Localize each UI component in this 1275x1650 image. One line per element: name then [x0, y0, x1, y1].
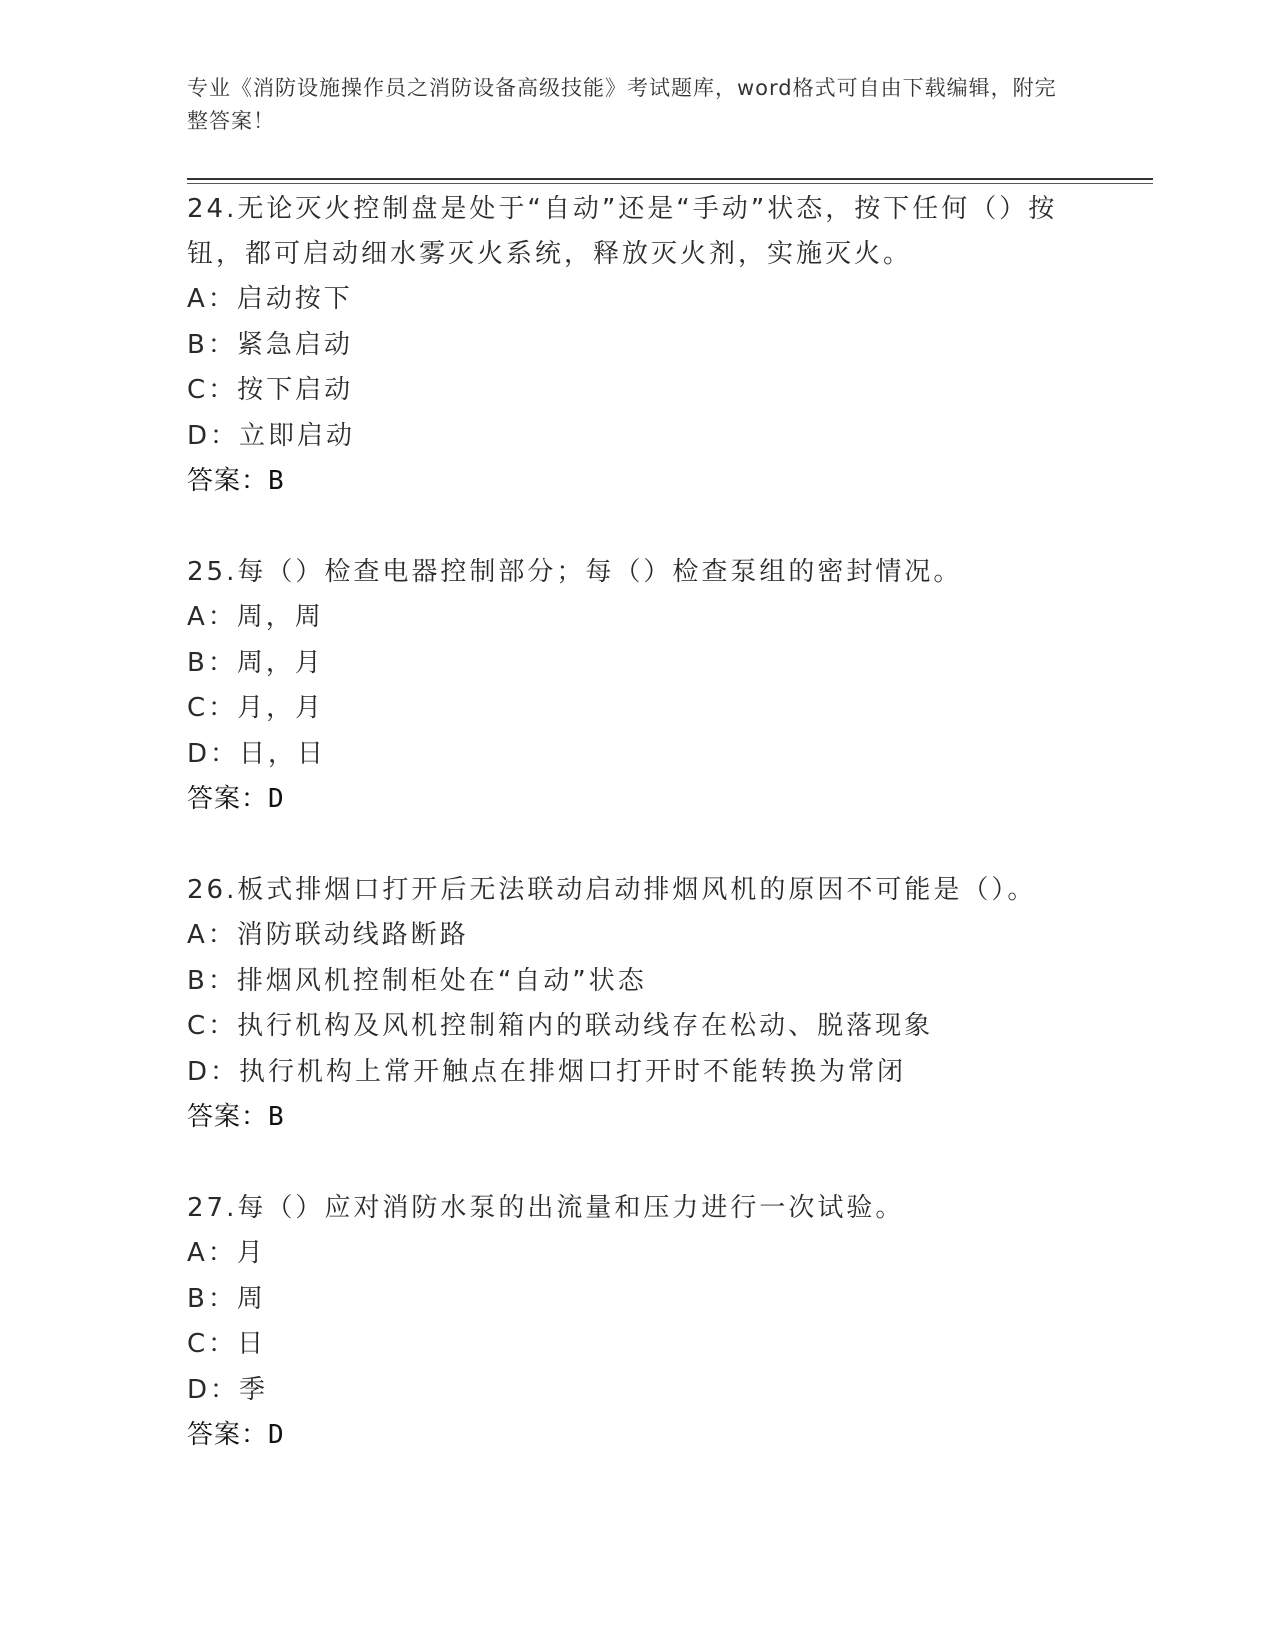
option-b: B：周，月	[187, 647, 324, 678]
option-a: A：启动按下	[187, 284, 353, 314]
document-header: 专业《消防设施操作员之消防设备高级技能》考试题库，word格式可自由下载编辑，附完整答案！	[187, 76, 1057, 133]
option-a: A：周，周	[187, 602, 324, 632]
option-c: C：月，月	[187, 693, 325, 723]
answer-value: D	[268, 784, 285, 814]
question-25	[187, 550, 1087, 822]
question-stem: 26.板式排烟口打开后无法联动启动排烟风机的原因不可能是（）。	[187, 875, 1037, 905]
answer-label: 答案：	[187, 1420, 269, 1450]
option-d: D：执行机构上常开触点在排烟口打开时不能转换为常闭	[187, 1056, 907, 1087]
answer-label: 答案：	[187, 1102, 269, 1132]
answer-value: B	[268, 1102, 285, 1132]
question-stem: 25.每（）检查电器控制部分；每（）检查泵组的密封情况。	[187, 557, 963, 587]
option-a: A：消防联动线路断路	[187, 920, 469, 950]
option-d: D：立即启动	[187, 420, 356, 451]
header-divider-thick	[187, 178, 1153, 180]
answer-label: 答案：	[187, 784, 269, 814]
question-list	[187, 187, 1087, 1504]
question-stem: 24.无论灭火控制盘是处于“自动”还是“手动”状态，按下任何（）按钮，都可启动细水雾灭火系统，释放灭火剂，实施灭火。	[187, 194, 1058, 269]
question-26	[187, 868, 1087, 1140]
answer-line	[187, 1413, 1087, 1458]
answer-value: D	[268, 1420, 285, 1450]
option-b: B：周	[187, 1283, 266, 1314]
answer-value: B	[268, 466, 285, 496]
answer-line	[187, 1095, 1087, 1140]
option-c: C：日	[187, 1329, 267, 1359]
answer-label: 答案：	[187, 466, 269, 496]
answer-line	[187, 777, 1087, 822]
option-c: C：执行机构及风机控制箱内的联动线存在松动、脱落现象	[187, 1011, 934, 1041]
option-c: C：按下启动	[187, 375, 354, 405]
question-stem: 27.每（）应对消防水泵的出流量和压力进行一次试验。	[187, 1193, 905, 1223]
question-27	[187, 1186, 1087, 1458]
option-b: B：排烟风机控制柜处在“自动”状态	[187, 965, 647, 996]
option-d: D：日，日	[187, 738, 327, 769]
option-d: D：季	[187, 1374, 269, 1405]
option-b: B：紧急启动	[187, 329, 353, 360]
option-a: A：月	[187, 1238, 266, 1268]
question-24	[187, 187, 1087, 504]
answer-line	[187, 459, 1087, 504]
header-divider-thin	[187, 183, 1153, 184]
